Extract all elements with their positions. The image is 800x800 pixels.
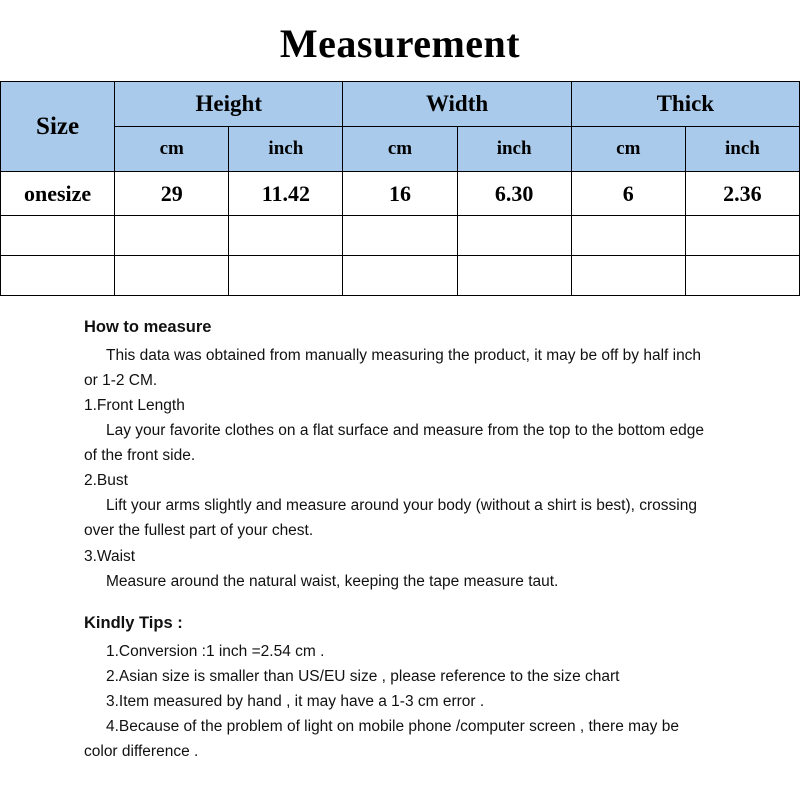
measure-item-front-length	[84, 393, 716, 468]
tip-item: 3.Item measured by hand , it may have a 1-3 cm error .	[106, 692, 485, 710]
kindly-tips-heading: Kindly Tips :	[84, 613, 183, 632]
measure-item-bust	[84, 468, 716, 543]
table-header-row-groups	[1, 82, 800, 127]
table-row	[1, 172, 800, 216]
cell-empty	[115, 256, 229, 296]
header-unit-width-inch: inch	[457, 127, 571, 172]
row-label-empty	[1, 216, 115, 256]
cell-height-cm: 29	[115, 172, 229, 216]
measure-item-text: Lay your favorite clothes on a flat surface and measure from the top to the bottom edge of the front side.	[84, 422, 704, 465]
tip-item: 2.Asian size is smaller than US/EU size , please reference to the size chart	[106, 667, 620, 685]
cell-width-inch: 6.30	[457, 172, 571, 216]
cell-empty	[685, 256, 799, 296]
cell-empty	[229, 256, 343, 296]
header-group-height: Height	[115, 82, 343, 127]
measure-item-label: 1.Front Length	[84, 396, 185, 414]
header-group-width: Width	[343, 82, 571, 127]
cell-thick-inch: 2.36	[685, 172, 799, 216]
table-row	[1, 216, 800, 256]
measure-item-waist	[84, 544, 716, 594]
page-title: Measurement	[279, 21, 521, 66]
tip-item: 1.Conversion :1 inch =2.54 cm .	[106, 642, 325, 660]
how-to-measure-heading: How to measure	[84, 318, 212, 336]
cell-empty	[571, 216, 685, 256]
measure-item-label: 3.Waist	[84, 547, 136, 565]
cell-empty	[343, 256, 457, 296]
header-unit-thick-inch: inch	[685, 127, 799, 172]
kindly-tips-list	[84, 639, 716, 765]
how-to-measure-intro: This data was obtained from manually measuring the product, it may be off by half inch or 1-2 CM.	[84, 346, 702, 389]
row-label-empty	[1, 256, 115, 296]
header-unit-height-inch: inch	[229, 127, 343, 172]
cell-empty	[115, 216, 229, 256]
header-unit-width-cm: cm	[343, 127, 457, 172]
cell-empty	[457, 256, 571, 296]
cell-empty	[457, 216, 571, 256]
header-group-thick: Thick	[571, 82, 799, 127]
cell-empty	[229, 216, 343, 256]
table-row	[1, 256, 800, 296]
header-unit-thick-cm: cm	[571, 127, 685, 172]
notes-section	[0, 296, 800, 764]
cell-height-inch: 11.42	[229, 172, 343, 216]
header-unit-height-cm: cm	[115, 127, 229, 172]
cell-empty	[571, 256, 685, 296]
header-size: Size	[1, 82, 115, 172]
measure-item-text: Lift your arms slightly and measure around your body (without a shirt is best), crossing over the fullest part of your chest.	[84, 497, 697, 540]
size-chart-table	[0, 81, 800, 296]
cell-thick-cm: 6	[571, 172, 685, 216]
measure-item-label: 2.Bust	[84, 472, 128, 490]
cell-empty	[343, 216, 457, 256]
cell-empty	[685, 216, 799, 256]
measure-item-text: Measure around the natural waist, keeping the tape measure taut.	[106, 572, 559, 590]
table-header-row-units	[1, 127, 800, 172]
tip-item: 4.Because of the problem of light on mobile phone /computer screen , there may be color difference .	[84, 717, 679, 760]
cell-width-cm: 16	[343, 172, 457, 216]
row-label-onesize: onesize	[1, 172, 115, 216]
